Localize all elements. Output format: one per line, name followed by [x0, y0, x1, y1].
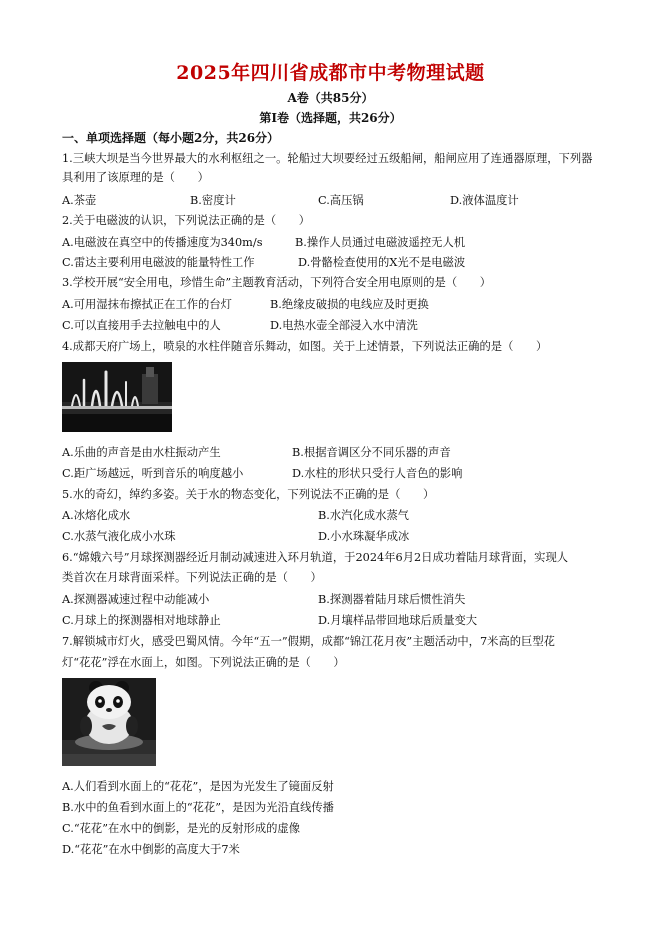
- fountain-photo: [62, 362, 172, 432]
- panda-lantern-photo: [62, 678, 156, 766]
- q1-option-c: C.高压锅: [318, 194, 364, 207]
- q3-option-d: D.电热水壶全部浸入水中清洗: [270, 319, 418, 332]
- q7-option-d: D.“花花”在水中倒影的高度大于7米: [62, 843, 240, 856]
- q1-option-d: D.液体温度计: [450, 194, 519, 207]
- q4-option-c: C.距广场越远，听到音乐的响度越小: [62, 467, 244, 480]
- q5-option-d: D.小水珠凝华成冰: [318, 530, 410, 543]
- q6-option-a: A.探测器减速过程中动能减小: [62, 593, 210, 606]
- q2-option-a: A.电磁波在真空中的传播速度为340m/s: [62, 236, 263, 249]
- q7-stem-2: 灯“花花”浮在水面上，如图。下列说法正确的是（ ）: [62, 656, 345, 669]
- q2-option-b: B.操作人员通过电磁波遥控无人机: [295, 236, 466, 249]
- q3-option-c: C.可以直接用手去拉触电中的人: [62, 319, 221, 332]
- q6-option-c: C.月球上的探测器相对地球静止: [62, 614, 221, 627]
- panda-lantern-illustration: [62, 678, 156, 766]
- fountain-illustration: [62, 362, 172, 432]
- q1-option-b: B.密度计: [190, 194, 236, 207]
- q4-option-b: B.根据音调区分不同乐器的声音: [292, 446, 451, 459]
- part-1-heading: 第Ⅰ卷（选择题，共26分）: [259, 111, 402, 125]
- q6-option-d: D.月壤样品带回地球后质量变大: [318, 614, 478, 627]
- q4-option-d: D.水柱的形状只受行人音色的影响: [292, 467, 463, 480]
- q2-option-c: C.雷达主要利用电磁波的能量特性工作: [62, 256, 255, 269]
- q6-stem-2: 类首次在月球背面采样。下列说法正确的是（ ）: [62, 571, 322, 584]
- q7-option-a: A.人们看到水面上的“花花”，是因为光发生了镜面反射: [62, 780, 334, 793]
- q4-option-a: A.乐曲的声音是由水柱振动产生: [62, 446, 221, 459]
- q7-option-c: C.“花花”在水中的倒影，是光的反射形成的虚像: [62, 822, 301, 835]
- paper-a-heading: A卷（共85分）: [287, 91, 374, 105]
- q2-option-d: D.骨骼检查使用的X光不是电磁波: [298, 256, 466, 269]
- q5-stem: 5.水的奇幻，绰约多姿。关于水的物态变化，下列说法不正确的是（ ）: [62, 488, 435, 501]
- q5-option-c: C.水蒸气液化成小水珠: [62, 530, 176, 543]
- q7-stem-1: 7.解锁城市灯火，感受巴蜀风情。今年“五一”假期，成都“锦江花月夜”主题活动中，7米高的巨型花: [62, 635, 555, 648]
- q7-option-b: B.水中的鱼看到水面上的“花花”，是因为光沿直线传播: [62, 801, 334, 814]
- section-1-heading: 一、单项选择题（每小题2分，共26分）: [62, 131, 280, 145]
- page-title: 2025年四川省成都市中考物理试题: [176, 62, 485, 84]
- q1-stem-2: 具利用了该原理的是（ ）: [62, 171, 209, 184]
- q5-option-b: B.水汽化成水蒸气: [318, 509, 409, 522]
- q6-stem-1: 6.“嫦娥六号”月球探测器经近月制动减速进入环月轨道，于2024年6月2日成功着陆月球背面，实现人: [62, 551, 569, 564]
- q2-stem: 2.关于电磁波的认识，下列说法正确的是（ ）: [62, 214, 311, 227]
- q6-option-b: B.探测器着陆月球后惯性消失: [318, 593, 466, 606]
- q3-option-a: A.可用湿抹布擦拭正在工作的台灯: [62, 298, 232, 311]
- q4-stem: 4.成都天府广场上，喷泉的水柱伴随音乐舞动，如图。关于上述情景，下列说法正确的是（ ）: [62, 340, 548, 353]
- q3-option-b: B.绝缘皮破损的电线应及时更换: [270, 298, 429, 311]
- q5-option-a: A.冰熔化成水: [62, 509, 131, 522]
- q1-stem-1: 1.三峡大坝是当今世界最大的水利枢纽之一。轮船过大坝要经过五级船闸，船闸应用了连通器原理，下列器: [62, 152, 593, 165]
- q3-stem: 3.学校开展“安全用电，珍惜生命”主题教育活动，下列符合安全用电原则的是（ ）: [62, 276, 492, 289]
- q1-option-a: A.茶壶: [62, 194, 97, 207]
